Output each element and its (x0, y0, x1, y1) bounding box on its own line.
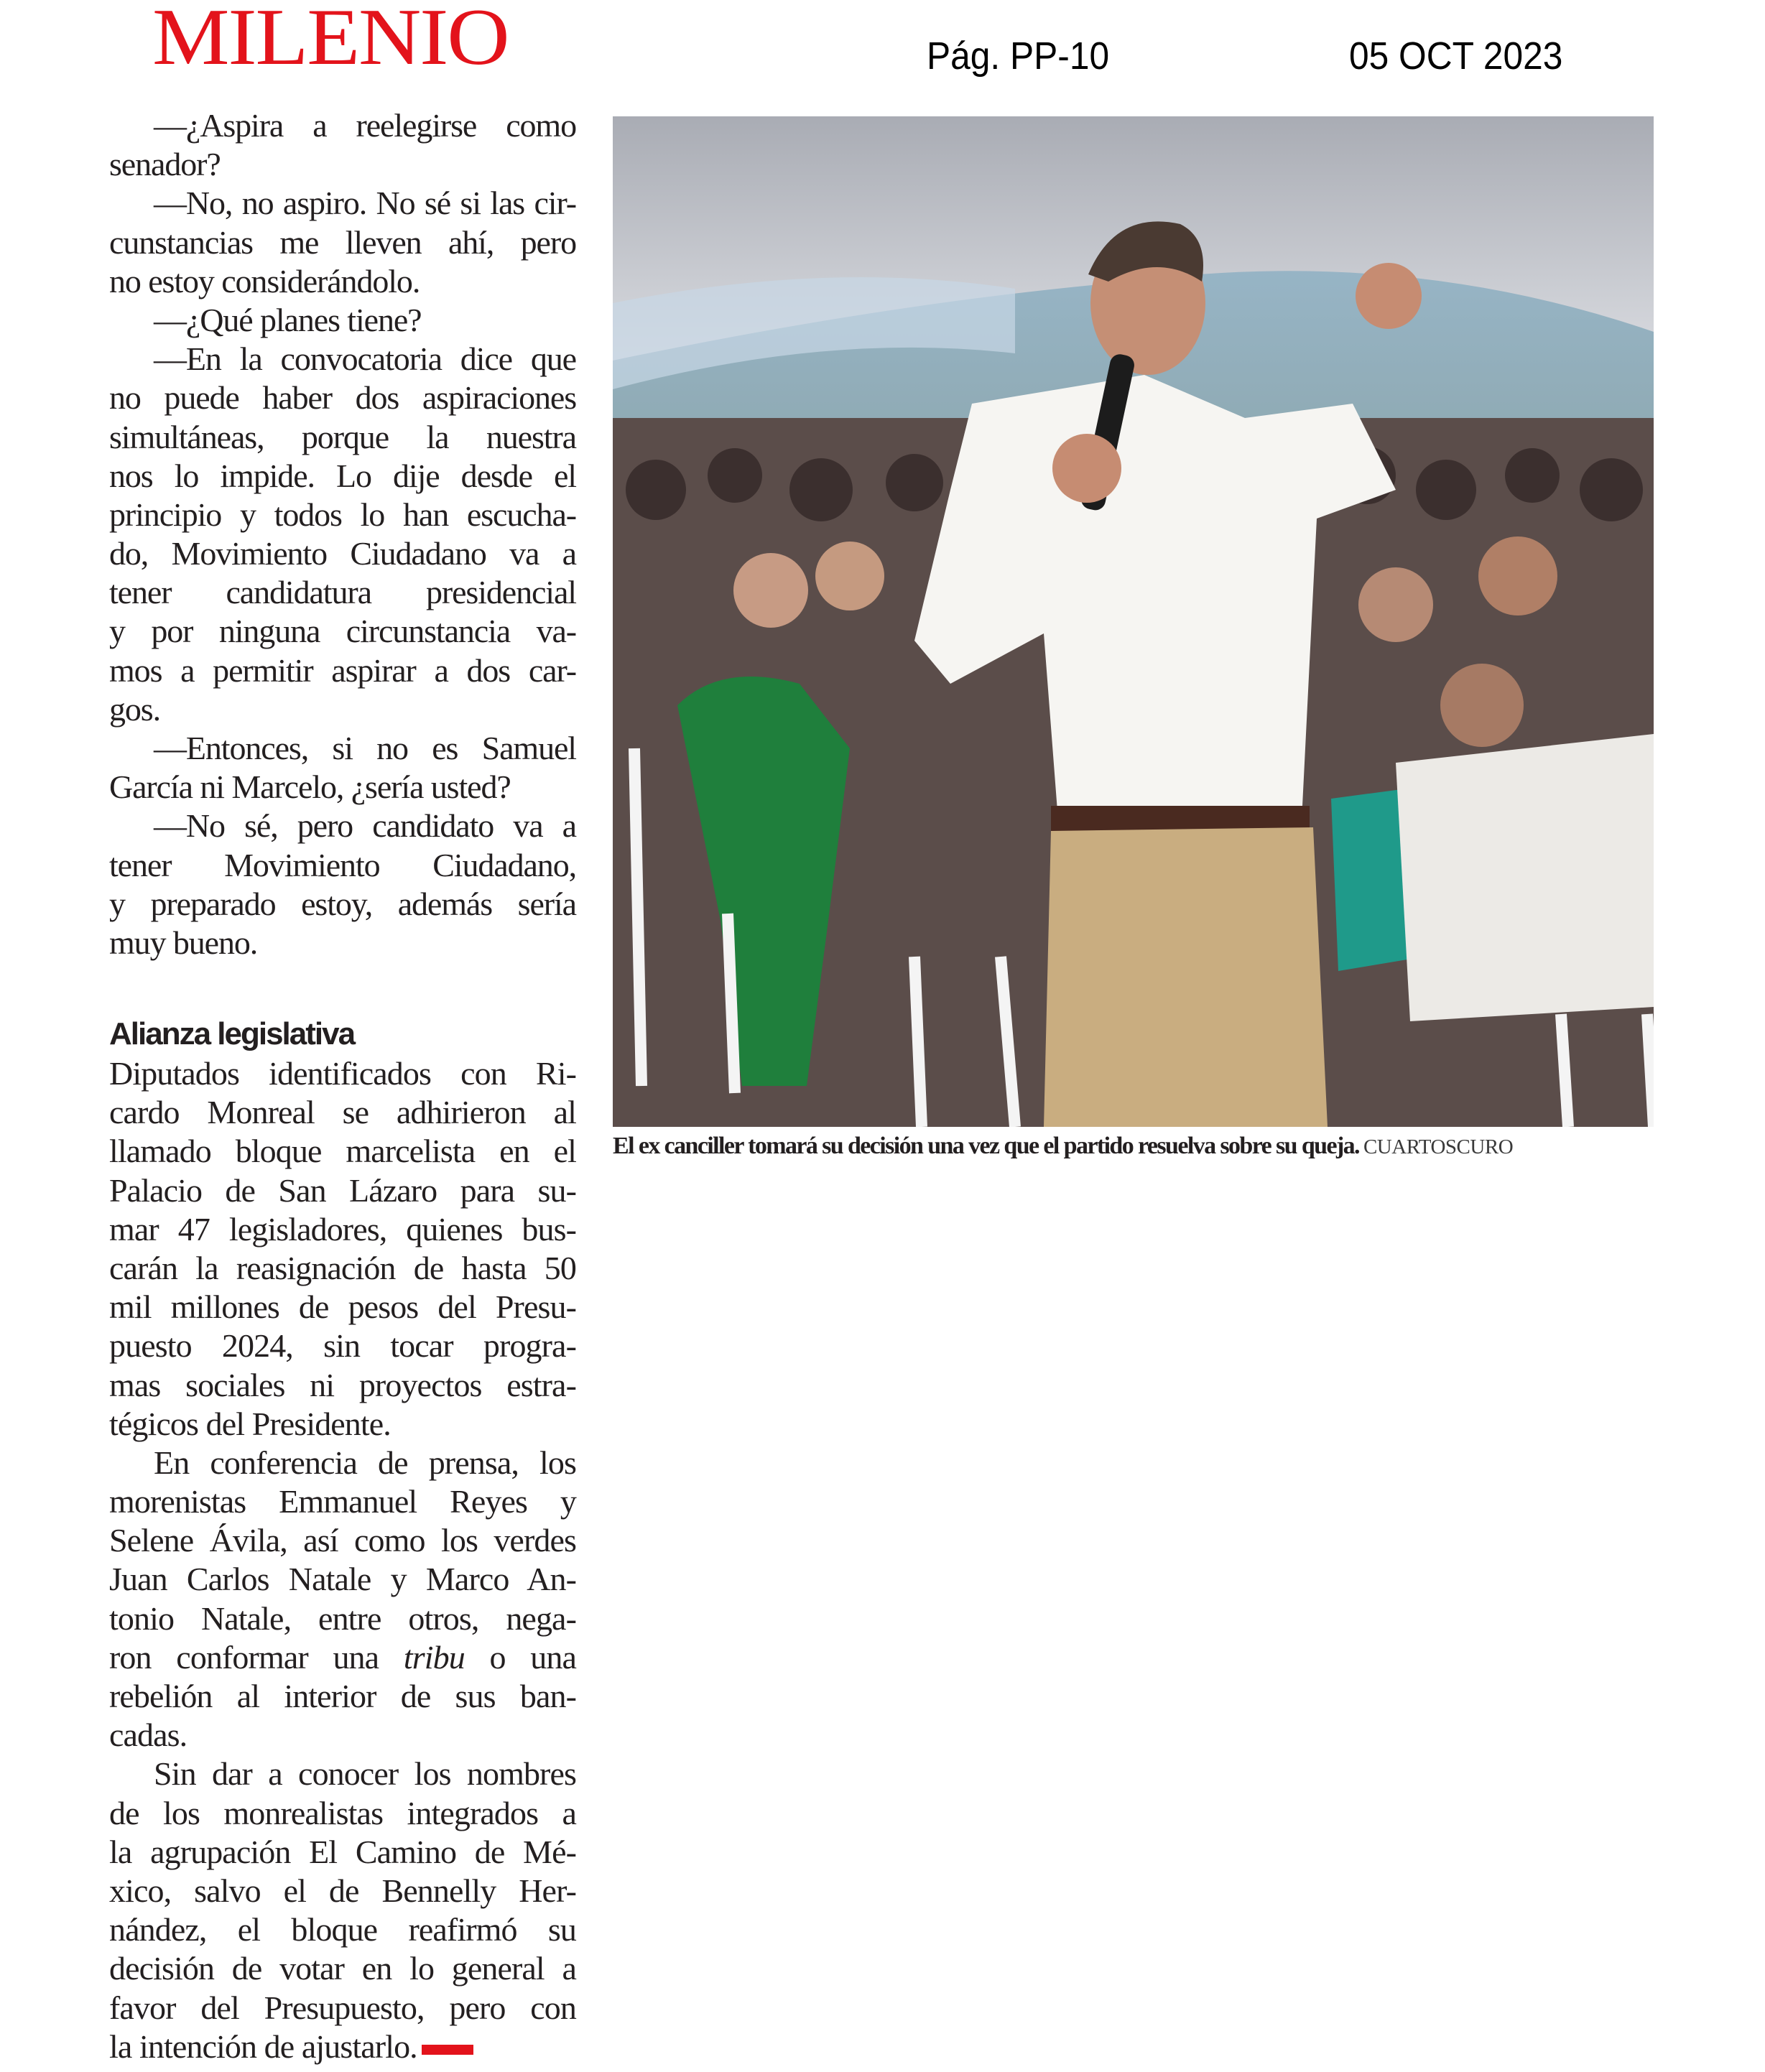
page-number: Pág. PP-10 (927, 34, 1110, 78)
pointing-hand (1356, 263, 1422, 329)
interview-line: cunstancias me lleven ahí, pero (109, 223, 576, 261)
interview-line: simultáneas, porque la nuestra (109, 418, 576, 455)
text-line: cardo Monreal se adhirieron al (109, 1094, 576, 1131)
speaker-trousers (1044, 827, 1328, 1127)
text-line: tonio Natale, entre otros, nega- (109, 1599, 576, 1637)
text-line: rebelión al interior de sus ban- (109, 1678, 576, 1714)
interview-line: principio y todos lo han escucha- (109, 496, 576, 533)
interview-line: mos a permitir aspirar a dos car- (109, 651, 576, 689)
text-line: de los monrealistas integrados a (109, 1794, 576, 1831)
text-fragment: la intención de ajustarlo. (109, 2027, 417, 2065)
text-line: nández, el bloque reafirmó su (109, 1911, 576, 1948)
interview-line: —Entonces, si no es Samuel (154, 730, 576, 766)
text-line: tégicos del Presidente. (109, 1405, 391, 1442)
caption-text: El ex canciller tomará su decisión una vez que el partido resuelva sobre su queja. (613, 1133, 1359, 1159)
article-section (109, 1014, 576, 2066)
text-line (109, 2027, 576, 2066)
text-line: mil millones de pesos del Presu- (109, 1288, 576, 1326)
speaker-hand (1052, 434, 1121, 503)
interview-line: —En la convocatoria dice que (154, 340, 576, 378)
italic-word: tribu (403, 1638, 465, 1676)
paragraph (109, 1054, 576, 1444)
photo-credit: CUARTOSCURO (1363, 1135, 1514, 1158)
text-line: mar 47 legisladores, quienes bus- (109, 1210, 576, 1248)
interview-line: —No, no aspiro. No sé si las cir- (154, 185, 576, 222)
text-line: En conferencia de prensa, los (154, 1444, 576, 1481)
masthead-logo: MILENIO (152, 0, 509, 82)
text-line: Diputados identificados con Ri- (109, 1055, 576, 1092)
interview-line: muy bueno. (109, 924, 258, 961)
section-heading: Alianza legislativa (109, 1016, 355, 1051)
text-line: carán la reasignación de hasta 50 (109, 1249, 576, 1286)
interview-line: nos lo impide. Lo dije desde el (109, 457, 576, 494)
paragraph (109, 1755, 576, 2066)
text-line: mas sociales ni proyectos estra- (109, 1366, 576, 1403)
interview-line: y preparado estoy, además sería (109, 885, 576, 922)
text-line: decisión de votar en lo general a (109, 1950, 576, 1987)
interview-line: tener candidatura presidencial (109, 574, 576, 611)
interview-text (109, 106, 576, 962)
end-of-article-mark (422, 2045, 473, 2055)
interview-line: do, Movimiento Ciudadano va a (109, 535, 576, 572)
article-photo (613, 116, 1654, 1127)
section-body (109, 1054, 576, 2066)
text-line: llamado bloque marcelista en el (109, 1133, 576, 1170)
interview-line: —¿Aspira a reelegirse como (154, 107, 576, 144)
text-line: favor del Presupuesto, pero con (109, 1989, 576, 2026)
interview-line: senador? (109, 146, 221, 183)
interview-line: no puede haber dos aspiraciones (109, 379, 576, 417)
text-line: cadas. (109, 1716, 187, 1754)
text-line: Juan Carlos Natale y Marco An- (109, 1561, 576, 1598)
text-line: Selene Ávila, así como los verdes (109, 1522, 576, 1559)
interview-line: —No sé, pero candidato va a (154, 807, 576, 845)
interview-line: tener Movimiento Ciudadano, (109, 846, 576, 883)
man-white-shirt-right (1396, 734, 1654, 1021)
interview-line: García ni Marcelo, ¿sería usted? (109, 768, 511, 806)
text-line: Sin dar a conocer los nombres (154, 1755, 576, 1793)
text-line: morenistas Emmanuel Reyes y (109, 1483, 576, 1520)
paragraph (109, 1444, 576, 1755)
interview-line: no estoy considerándolo. (109, 262, 420, 299)
text-line: xico, salvo el de Bennelly Her- (109, 1872, 576, 1909)
text-line: puesto 2024, sin tocar progra- (109, 1327, 576, 1365)
photo-caption (613, 1130, 1662, 1163)
publication-date: 05 OCT 2023 (1349, 34, 1563, 78)
interview-line: gos. (109, 690, 161, 728)
photo-illustration (613, 116, 1654, 1127)
text-fragment: ron conformar una (109, 1638, 404, 1676)
text-line: la agrupación El Camino de Mé- (109, 1833, 576, 1870)
interview-line: y por ninguna circunstancia va- (109, 613, 576, 650)
interview-line: —¿Qué planes tiene? (154, 301, 422, 338)
text-line (109, 1638, 576, 1677)
text-fragment: o una (464, 1638, 576, 1676)
text-line: Palacio de San Lázaro para su- (109, 1171, 576, 1209)
